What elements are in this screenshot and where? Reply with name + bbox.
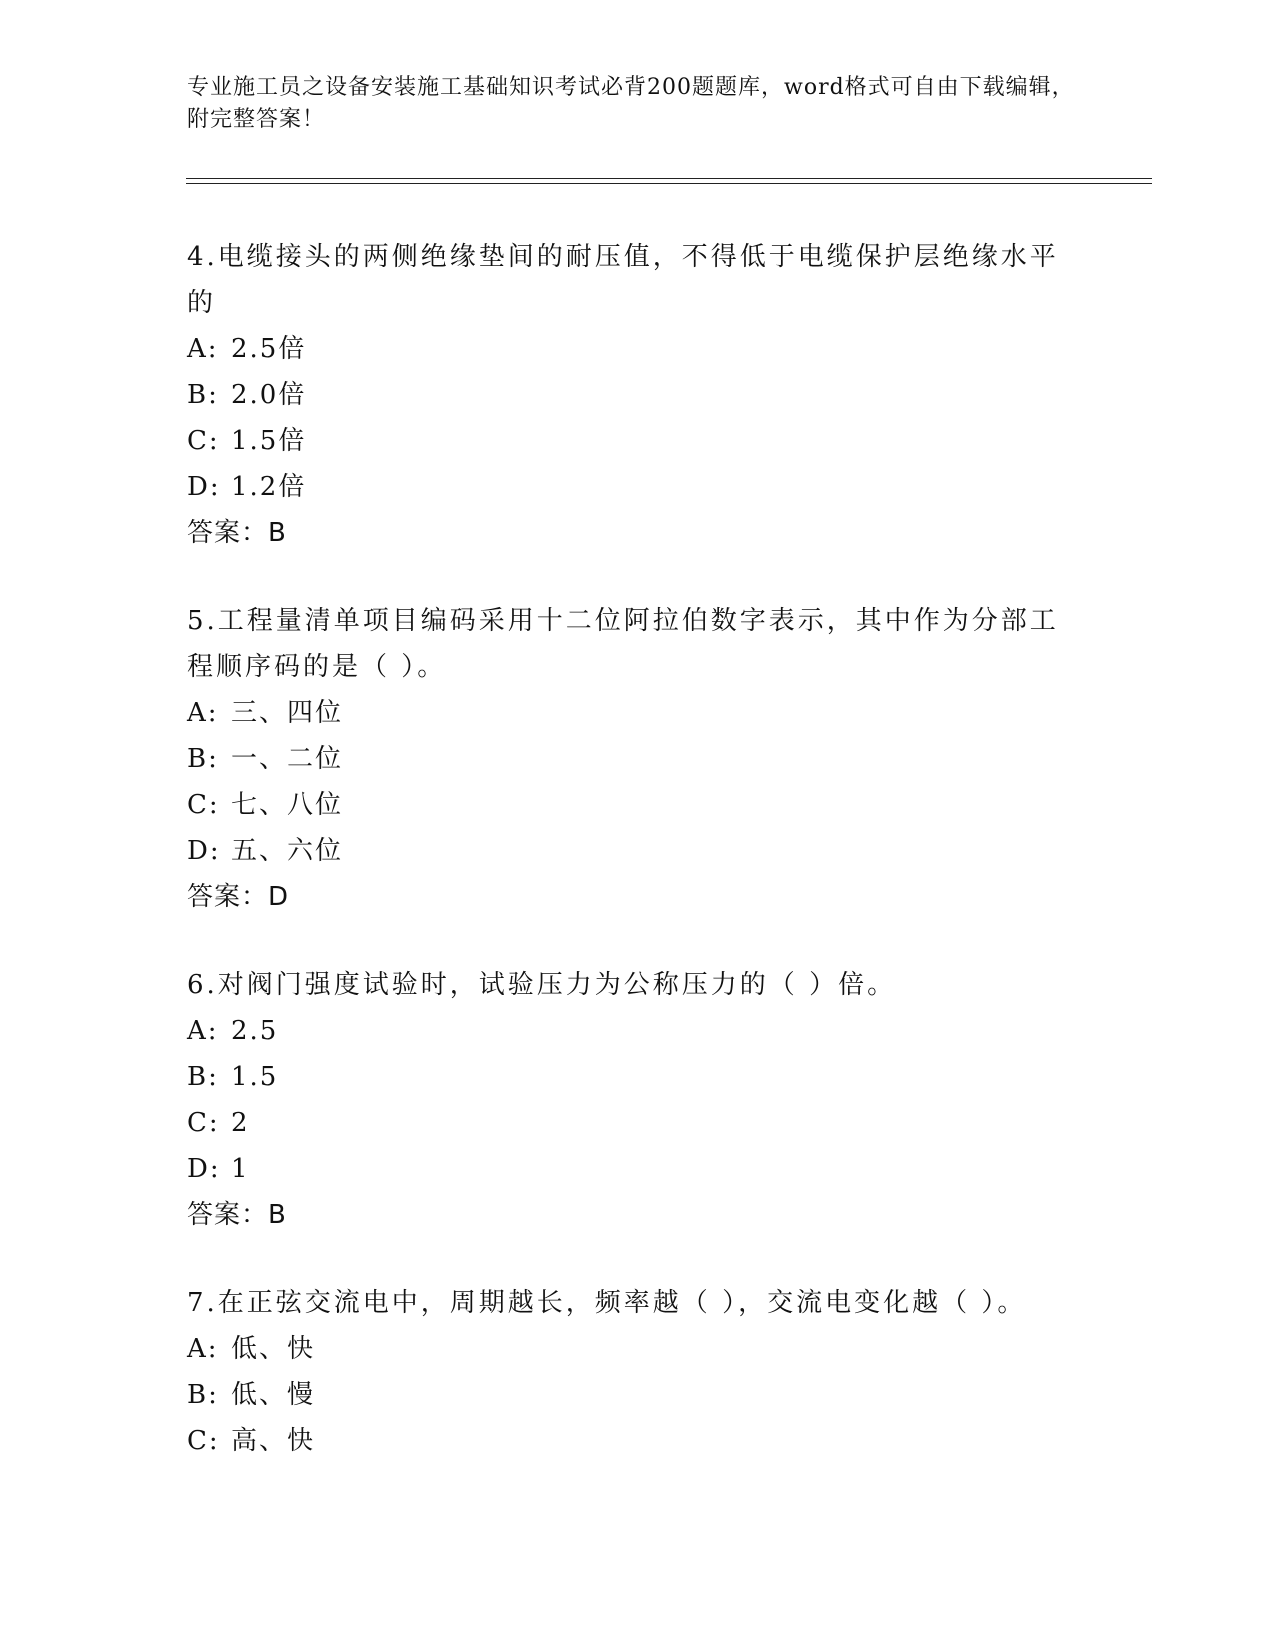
option-d: [187, 464, 1067, 510]
option-c: [187, 782, 1067, 828]
question-7: [187, 1280, 1067, 1464]
option-key: C:: [187, 1108, 220, 1138]
option-a: [187, 690, 1067, 736]
question-stem: 4.电缆接头的两侧绝缘垫间的耐压值，不得低于电缆保护层绝缘水平的: [187, 242, 1059, 318]
option-key: C:: [187, 1426, 220, 1456]
header-divider-top: [186, 178, 1152, 179]
option-text: 2.5: [231, 1016, 279, 1046]
option-b: [187, 736, 1067, 782]
option-key: A:: [187, 1334, 219, 1364]
option-key: C:: [187, 790, 220, 820]
option-text: 一、二位: [231, 744, 344, 774]
question-5: [187, 598, 1067, 920]
option-d: [187, 1146, 1067, 1192]
option-text: 1.5: [231, 1062, 279, 1092]
question-stem: 5.工程量清单项目编码采用十二位阿拉伯数字表示，其中作为分部工程顺序码的是（ ）。: [187, 606, 1059, 682]
option-key: A:: [187, 698, 219, 728]
option-key: D:: [187, 836, 221, 866]
option-d: [187, 828, 1067, 874]
option-key: A:: [187, 334, 219, 364]
option-key: D:: [187, 472, 221, 502]
option-key: D:: [187, 1154, 221, 1184]
option-c: [187, 1100, 1067, 1146]
option-a: [187, 1326, 1067, 1372]
option-text: 1.2倍: [231, 472, 307, 502]
option-key: C:: [187, 426, 220, 456]
option-text: 五、六位: [231, 836, 344, 866]
answer-line: 答案：D: [187, 882, 290, 912]
option-key: B:: [187, 1062, 219, 1092]
option-b: [187, 372, 1067, 418]
option-text: 低、快: [231, 1334, 316, 1364]
question-4: [187, 234, 1067, 556]
header-divider-bottom: [186, 183, 1152, 184]
option-key: A:: [187, 1016, 219, 1046]
option-text: 1.5倍: [231, 426, 307, 456]
option-text: 1: [231, 1154, 250, 1184]
option-key: B:: [187, 1380, 219, 1410]
option-b: [187, 1372, 1067, 1418]
option-text: 2: [231, 1108, 250, 1138]
option-text: 七、八位: [231, 790, 344, 820]
question-stem: 6.对阀门强度试验时，试验压力为公称压力的（ ）倍。: [187, 970, 897, 1000]
question-6: [187, 962, 1067, 1238]
option-b: [187, 1054, 1067, 1100]
option-c: [187, 1418, 1067, 1464]
question-stem: 7.在正弦交流电中，周期越长，频率越（ ），交流电变化越（ ）。: [187, 1288, 1027, 1318]
option-text: 三、四位: [231, 698, 344, 728]
document-title: 专业施工员之设备安装施工基础知识考试必背200题题库，word格式可自由下载编辑，附完整答案！: [187, 75, 1075, 132]
option-a: [187, 326, 1067, 372]
answer-line: 答案：B: [187, 518, 287, 548]
option-text: 高、快: [231, 1426, 316, 1456]
option-c: [187, 418, 1067, 464]
option-a: [187, 1008, 1067, 1054]
option-text: 2.0倍: [231, 380, 307, 410]
answer-line: 答案：B: [187, 1200, 287, 1230]
option-key: B:: [187, 744, 219, 774]
option-text: 低、慢: [231, 1380, 316, 1410]
option-text: 2.5倍: [231, 334, 307, 364]
option-key: B:: [187, 380, 219, 410]
